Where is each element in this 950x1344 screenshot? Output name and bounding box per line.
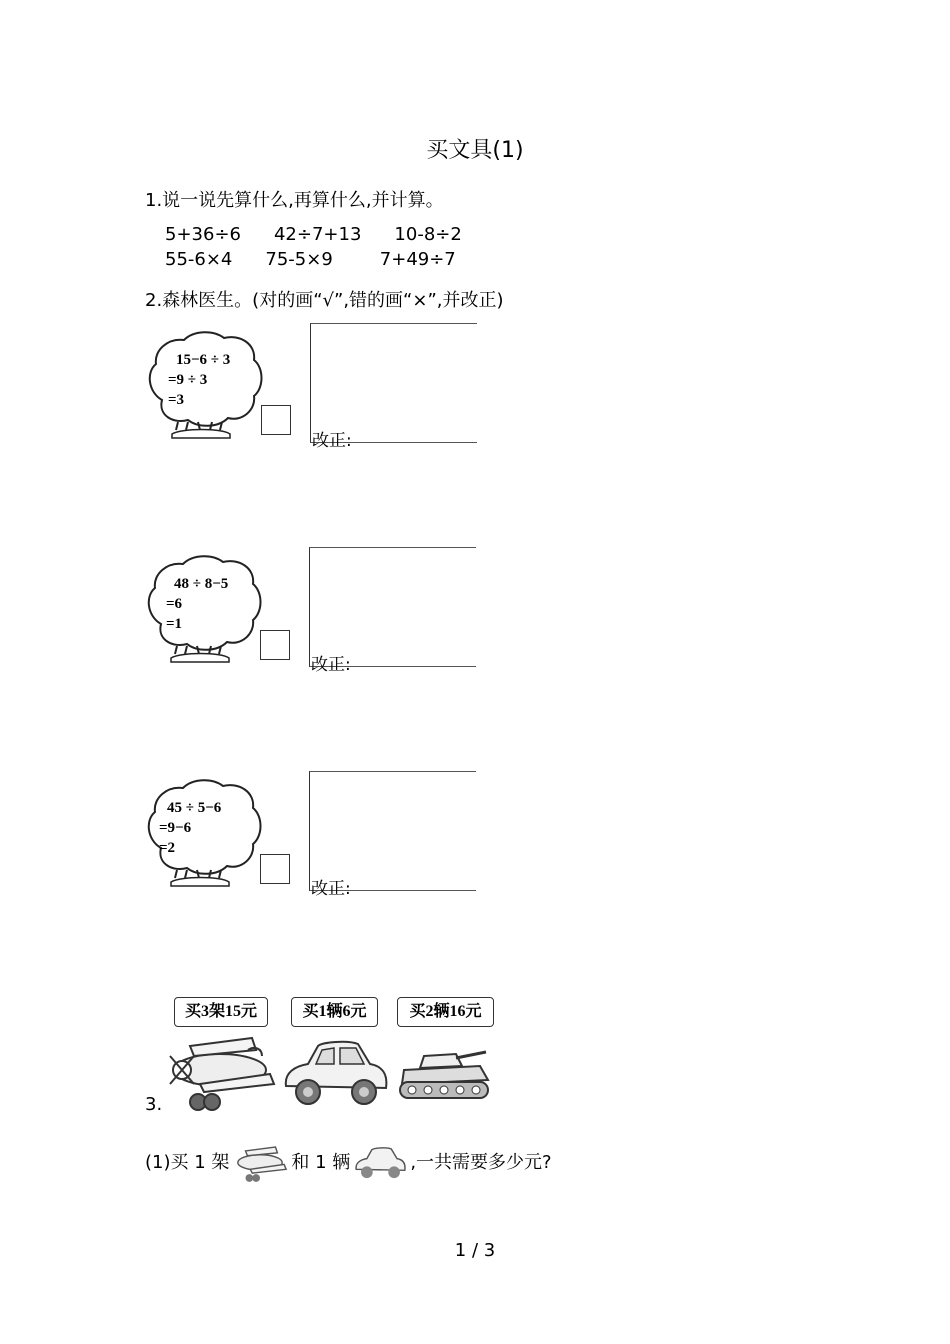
toy-car-icon <box>278 1036 392 1110</box>
correction-area-2[interactable] <box>309 547 476 667</box>
answer-checkbox-3[interactable] <box>260 854 290 884</box>
answer-checkbox-2[interactable] <box>260 630 290 660</box>
question-2-prompt: 2.森林医生。(对的画“√”,错的画“×”,并改正) <box>145 290 504 311</box>
question-1-row-1 <box>165 224 462 245</box>
tree-calculation <box>159 798 222 858</box>
question-3-label: 3. <box>145 1094 163 1115</box>
expression: 75-5×9 <box>265 249 333 270</box>
calc-line: =9−6 <box>159 820 192 836</box>
expression: 7+49÷7 <box>379 249 456 270</box>
answer-checkbox-1[interactable] <box>261 405 291 435</box>
expression: 10-8÷2 <box>394 224 462 245</box>
calc-line: 45 ÷ 5−6 <box>167 800 222 816</box>
calc-line: =3 <box>168 392 185 408</box>
small-plane-icon <box>231 1142 289 1184</box>
question-1-row-2 <box>165 249 456 270</box>
calc-line: =6 <box>166 596 183 612</box>
expression: 5+36÷6 <box>165 224 241 245</box>
price-tag-car: 买1辆6元 <box>291 997 378 1027</box>
price-tag-tank: 买2辆16元 <box>397 997 494 1027</box>
tree-calculation <box>166 574 229 634</box>
correction-label: 改正: <box>312 431 352 451</box>
q3-1-text-1: (1)买 1 架 <box>145 1152 230 1173</box>
correction-label: 改正: <box>311 655 351 675</box>
expression: 42÷7+13 <box>273 224 362 245</box>
question-1-prompt: 1.说一说先算什么,再算什么,并计算。 <box>145 190 444 211</box>
page-title: 买文具(1) <box>426 138 524 163</box>
question-3-1 <box>145 1142 552 1184</box>
price-tag-plane: 买3架15元 <box>174 997 268 1027</box>
small-car-icon <box>352 1145 408 1181</box>
calc-line: =1 <box>166 616 183 632</box>
toy-tank-icon <box>394 1046 494 1104</box>
toy-plane-icon <box>160 1030 280 1112</box>
correction-area-1[interactable] <box>310 323 477 443</box>
tree-problem-3 <box>141 778 265 894</box>
correction-area-3[interactable] <box>309 771 476 891</box>
calc-line: 48 ÷ 8−5 <box>174 576 229 592</box>
calc-line: =2 <box>159 840 176 856</box>
tree-calculation <box>168 350 231 410</box>
correction-label: 改正: <box>311 879 351 899</box>
tree-problem-2 <box>141 554 265 670</box>
q3-1-text-3: ,一共需要多少元? <box>410 1152 552 1173</box>
tree-problem-1 <box>142 330 266 446</box>
calc-line: =9 ÷ 3 <box>168 372 208 388</box>
expression: 55-6×4 <box>165 249 233 270</box>
calc-line: 15−6 ÷ 3 <box>176 352 231 368</box>
q3-1-text-2: 和 1 辆 <box>291 1152 351 1173</box>
page-number: 1 / 3 <box>454 1240 496 1261</box>
